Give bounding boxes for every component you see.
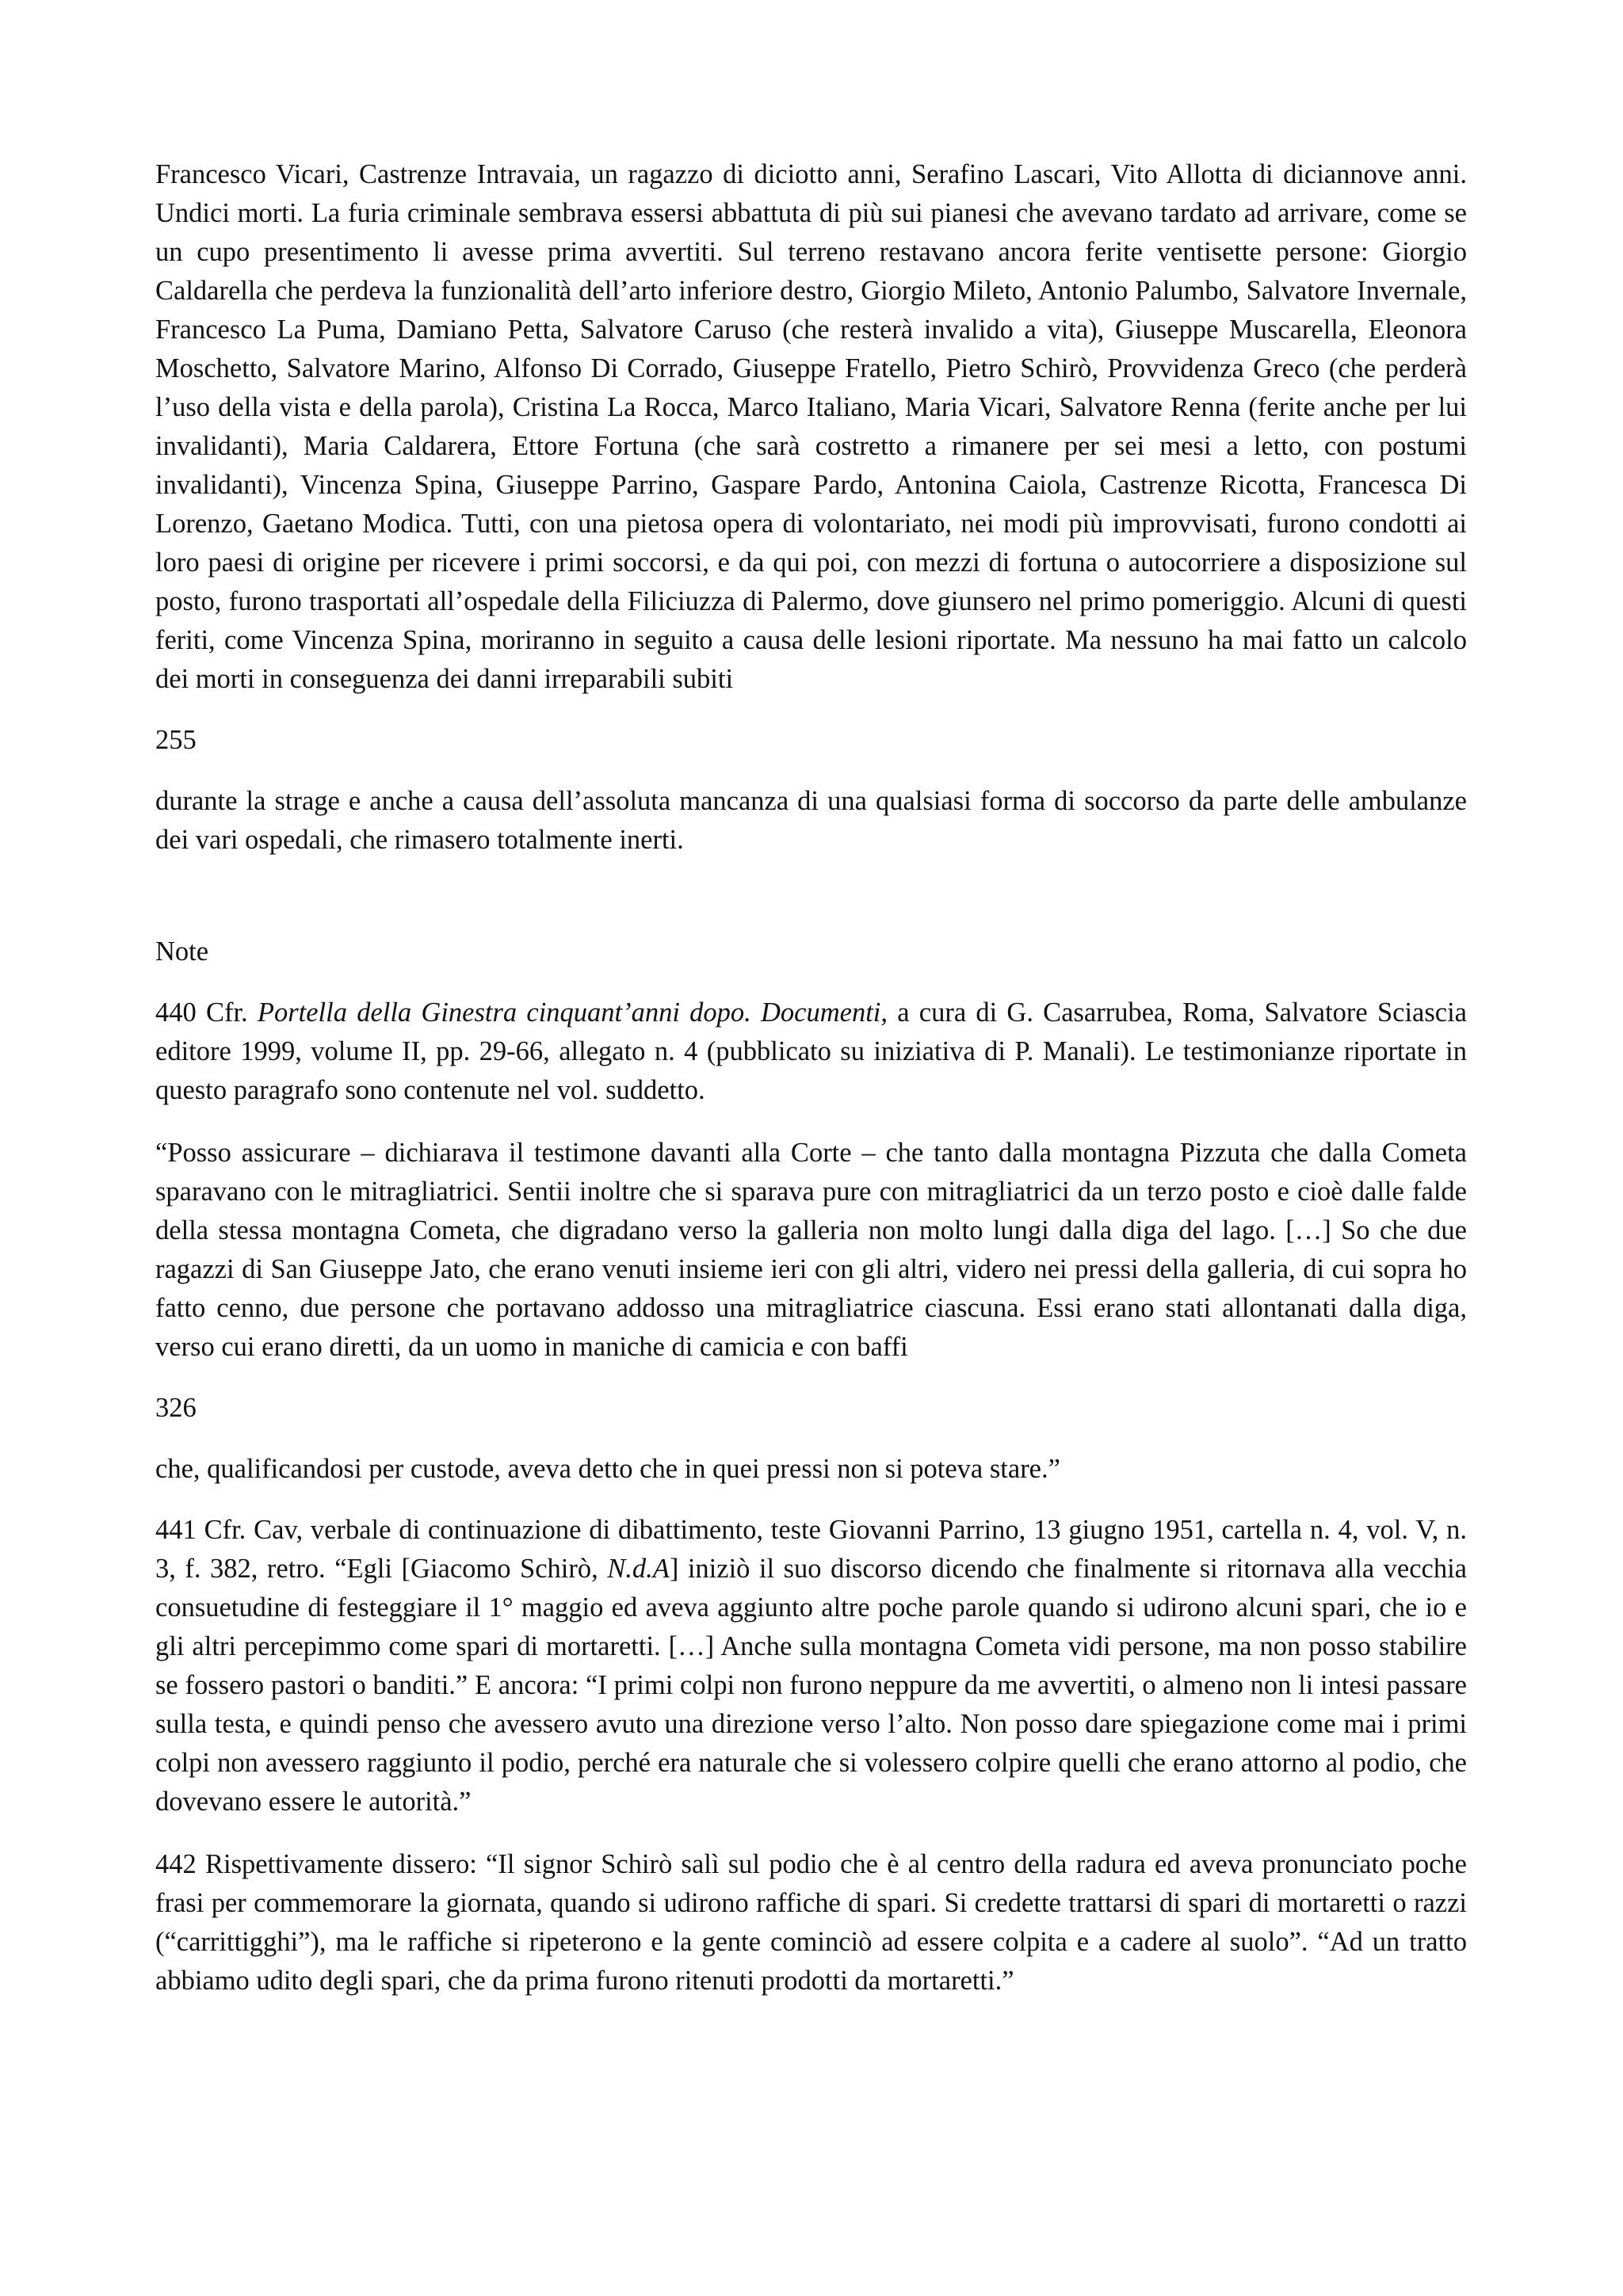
- body-paragraph: durante la strage e anche a causa dell’assoluta mancanza di una qualsiasi forma di soccorso da parte delle ambulanze dei vari ospedali, che rimasero totalmente inerti.: [155, 786, 1467, 855]
- page-number: 326: [155, 1393, 197, 1423]
- footnote-text: , a cura di G. Casarrubea, Roma, Salvatore Sciascia editore 1999, volume II, pp. 29-66, allegato n. 4 (pubblicato su iniziativa di P. Manali). Le testimonianze riportate in questo paragrafo sono contenute nel vol. suddetto.: [155, 997, 1467, 1105]
- footnote-text: 440 Cfr.: [155, 997, 258, 1028]
- nda-abbreviation: N.d.A: [607, 1554, 670, 1584]
- footnote-quote: “Posso assicurare – dichiarava il testimone davanti alla Corte – che tanto dalla montagna Pizzuta che dalla Cometa sparavano con le mitragliatrici. Sentii inoltre che si sparava pure con mitragliatrici da un terzo posto e cioè dalle falde della stessa montagna Cometa, che digradano verso la galleria non molto lungi dalla diga del lago. […] So che due ragazzi di San Giuseppe Jato, che erano venuti insieme ieri con gli altri, videro nei pressi della galleria, di cui sopra ho fatto cenno, due persone che portavano addosso una mitragliatrice ciascuna. Essi erano stati allontanati dalla diga, verso cui erano diretti, da un uomo in maniche di camicia e con baffi: [155, 1138, 1467, 1362]
- footnote-440: [155, 994, 1467, 1110]
- body-paragraph: Francesco Vicari, Castrenze Intravaia, un ragazzo di diciotto anni, Serafino Lascari, Vito Allotta di diciannove anni. Undici morti. La furia criminale sembrava essersi abbattuta di più sui pianesi che avevano tardato ad arrivare, come se un cupo presentimento li avesse prima avvertiti. Sul terreno restavano ancora ferite ventisette persone: Giorgio Caldarella che perdeva la funzionalità dell’arto inferiore destro, Giorgio Mileto, Antonio Palumbo, Salvatore Invernale, Francesco La Puma, Damiano Petta, Salvatore Caruso (che resterà invalido a vita), Giuseppe Muscarella, Eleonora Moschetto, Salvatore Marino, Alfonso Di Corrado, Giuseppe Fratello, Pietro Schirò, Provvidenza Greco (che perderà l’uso della vista e della parola), Cristina La Rocca, Marco Italiano, Maria Vicari, Salvatore Renna (ferite anche per lui invalidanti), Maria Caldarera, Ettore Fortuna (che sarà costretto a rimanere per sei mesi a letto, con postumi invalidanti), Vincenza Spina, Giuseppe Parrino, Gaspare Pardo, Antonina Caiola, Castrenze Ricotta, Francesca Di Lorenzo, Gaetano Modica. Tutti, con una pietosa opera di volontariato, nei modi più improvvisati, furono condotti ai loro paesi di origine per ricevere i primi soccorsi, e da qui poi, con mezzi di fortuna o autocorriere a disposizione sul posto, furono trasportati all’ospedale della Filiciuzza di Palermo, dove giunsero nel primo pomeriggio. Alcuni di questi feriti, come Vincenza Spina, moriranno in seguito a causa delle lesioni riportate. Ma nessuno ha mai fatto un calcolo dei morti in conseguenza dei danni irreparabili subiti: [155, 159, 1467, 694]
- footnote-441: [155, 1511, 1467, 1821]
- page-number: 255: [155, 725, 197, 755]
- footnote-442: 442 Rispettivamente dissero: “Il signor Schirò salì sul podio che è al centro della radura ed aveva pronunciato poche frasi per commemorare la giornata, quando si udirono raffiche di spari. Si credette trattarsi di spari di mortaretti o razzi (“carrittigghi”), ma le raffiche si ripeterono e la gente cominciò ad essere colpita e a cadere al suolo”. “Ad un tratto abbiamo udito degli spari, che da prima furono ritenuti prodotti da mortaretti.”: [155, 1849, 1467, 1996]
- notes-heading: Note: [155, 936, 209, 967]
- footnote-text: ] iniziò il suo discorso dicendo che finalmente si ritornava alla vecchia consuetudine di festeggiare il 1° maggio ed aveva aggiunto altre poche parole quando si udirono alcuni spari, che io e gli altri percepimmo come spari di mortaretti. […] Anche sulla montagna Cometa vidi persone, ma non posso stabilire se fossero pastori o banditi.” E ancora: “I primi colpi non furono neppure da me avvertiti, o almeno non li intesi passare sulla testa, e quindi penso che avessero avuto una direzione verso l’alto. Non posso dare spiegazione come mai i primi colpi non avessero raggiunto il podio, perché era naturale che si volessero colpire quelli che erano attorno al podio, che dovevano essere le autorità.”: [155, 1554, 1467, 1817]
- document-page: [155, 155, 1467, 2000]
- footnote-quote-continuation: che, qualificandosi per custode, aveva detto che in quei pressi non si poteva stare.”: [155, 1454, 1060, 1484]
- footnote-text: 441 Cfr. Cav, verbale di continuazione di dibattimento, teste Giovanni Parrino, 13 giugno 1951, cartella n. 4, vol. V, n. 3, f. 382, retro. “Egli [Giacomo Schirò,: [155, 1515, 1467, 1584]
- book-title: Portella della Ginestra cinquant’anni dopo. Documenti: [257, 997, 881, 1028]
